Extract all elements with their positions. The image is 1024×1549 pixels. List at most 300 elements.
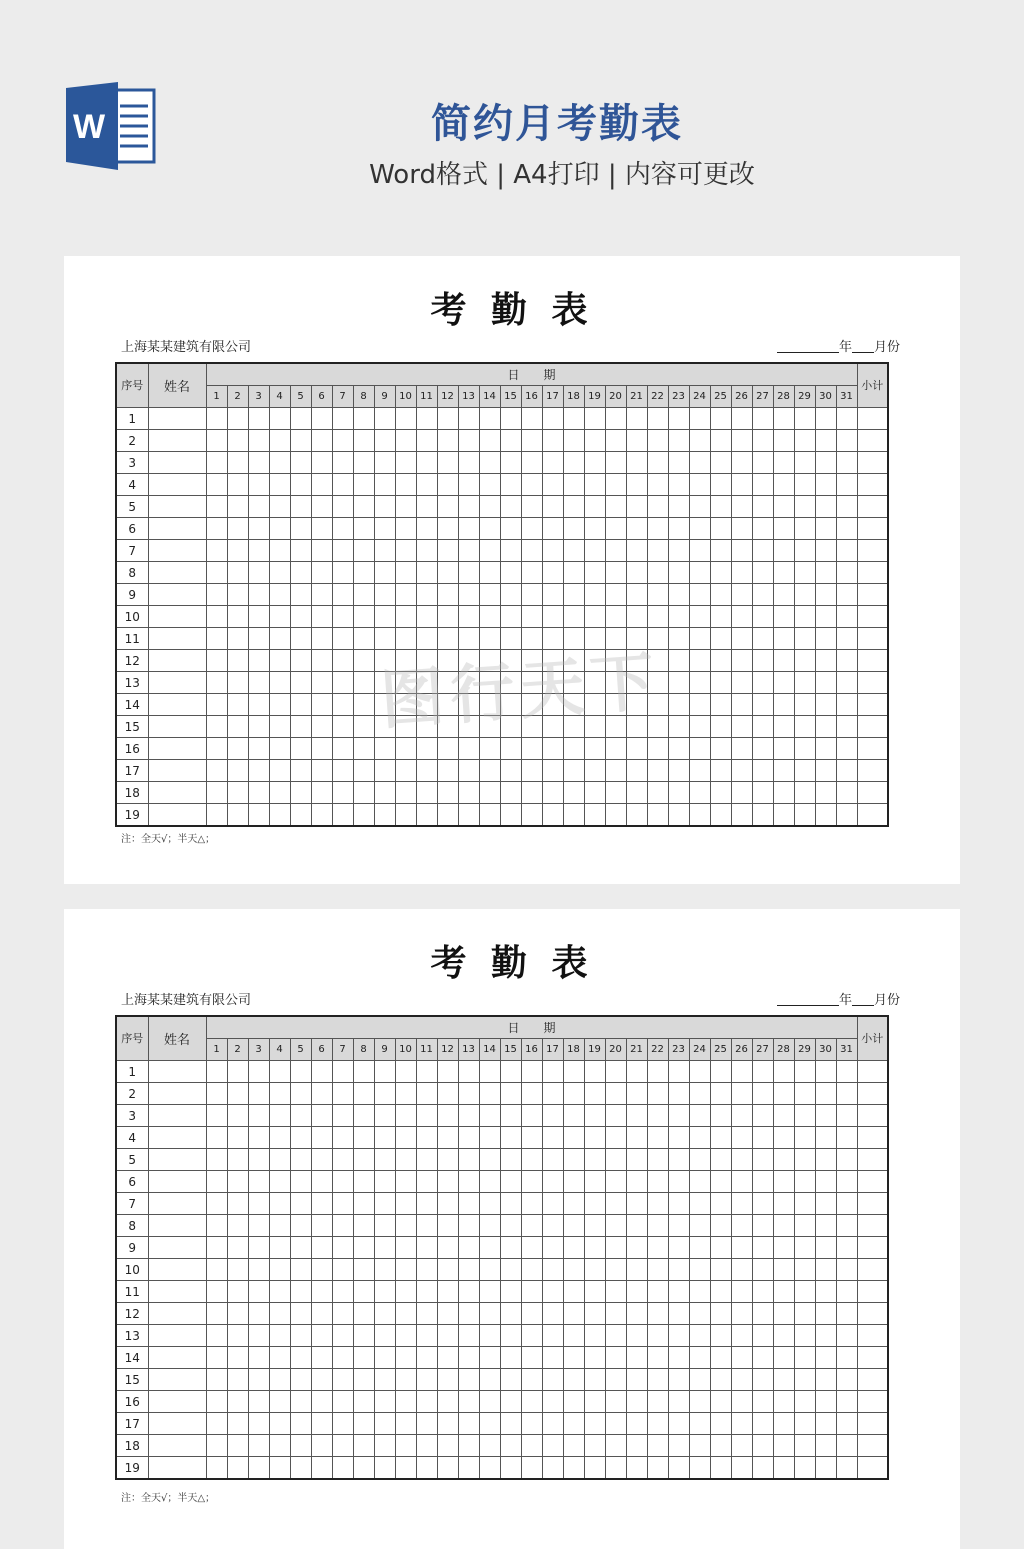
attendance-cell[interactable]	[311, 1413, 332, 1435]
attendance-cell[interactable]	[248, 518, 269, 540]
attendance-cell[interactable]	[395, 1105, 416, 1127]
attendance-cell[interactable]	[500, 518, 521, 540]
attendance-cell[interactable]	[479, 1171, 500, 1193]
attendance-cell[interactable]	[206, 1281, 227, 1303]
attendance-cell[interactable]	[353, 738, 374, 760]
attendance-cell[interactable]	[563, 1149, 584, 1171]
attendance-cell[interactable]	[584, 760, 605, 782]
attendance-cell[interactable]	[290, 496, 311, 518]
attendance-cell[interactable]	[626, 1413, 647, 1435]
subtotal-cell[interactable]	[857, 584, 888, 606]
attendance-cell[interactable]	[563, 628, 584, 650]
attendance-cell[interactable]	[710, 606, 731, 628]
attendance-cell[interactable]	[479, 672, 500, 694]
attendance-cell[interactable]	[311, 738, 332, 760]
attendance-cell[interactable]	[542, 430, 563, 452]
attendance-cell[interactable]	[500, 1171, 521, 1193]
attendance-cell[interactable]	[836, 650, 857, 672]
subtotal-cell[interactable]	[857, 518, 888, 540]
attendance-cell[interactable]	[815, 562, 836, 584]
attendance-cell[interactable]	[374, 1259, 395, 1281]
attendance-cell[interactable]	[416, 760, 437, 782]
attendance-cell[interactable]	[689, 1237, 710, 1259]
attendance-cell[interactable]	[374, 430, 395, 452]
attendance-cell[interactable]	[269, 782, 290, 804]
attendance-cell[interactable]	[479, 716, 500, 738]
attendance-cell[interactable]	[353, 496, 374, 518]
attendance-cell[interactable]	[479, 496, 500, 518]
attendance-cell[interactable]	[458, 1325, 479, 1347]
name-cell[interactable]	[148, 474, 206, 496]
attendance-cell[interactable]	[374, 408, 395, 430]
attendance-cell[interactable]	[395, 1083, 416, 1105]
attendance-cell[interactable]	[332, 1435, 353, 1457]
attendance-cell[interactable]	[290, 1413, 311, 1435]
attendance-cell[interactable]	[311, 1237, 332, 1259]
attendance-cell[interactable]	[815, 1171, 836, 1193]
attendance-cell[interactable]	[836, 1413, 857, 1435]
attendance-cell[interactable]	[500, 1457, 521, 1480]
attendance-cell[interactable]	[773, 430, 794, 452]
attendance-cell[interactable]	[416, 1237, 437, 1259]
attendance-cell[interactable]	[689, 1127, 710, 1149]
attendance-cell[interactable]	[731, 1259, 752, 1281]
attendance-cell[interactable]	[269, 1105, 290, 1127]
attendance-cell[interactable]	[626, 628, 647, 650]
attendance-cell[interactable]	[689, 430, 710, 452]
attendance-cell[interactable]	[374, 496, 395, 518]
attendance-cell[interactable]	[626, 496, 647, 518]
attendance-cell[interactable]	[395, 1259, 416, 1281]
name-cell[interactable]	[148, 1281, 206, 1303]
attendance-cell[interactable]	[479, 540, 500, 562]
attendance-cell[interactable]	[773, 1193, 794, 1215]
attendance-cell[interactable]	[458, 1215, 479, 1237]
attendance-cell[interactable]	[437, 1369, 458, 1391]
attendance-cell[interactable]	[626, 1281, 647, 1303]
attendance-cell[interactable]	[647, 1457, 668, 1480]
attendance-cell[interactable]	[542, 1171, 563, 1193]
attendance-cell[interactable]	[668, 1171, 689, 1193]
attendance-cell[interactable]	[479, 1457, 500, 1480]
attendance-cell[interactable]	[731, 496, 752, 518]
attendance-cell[interactable]	[752, 518, 773, 540]
name-cell[interactable]	[148, 1127, 206, 1149]
attendance-cell[interactable]	[626, 452, 647, 474]
attendance-cell[interactable]	[227, 1457, 248, 1480]
attendance-cell[interactable]	[416, 518, 437, 540]
attendance-cell[interactable]	[563, 430, 584, 452]
attendance-cell[interactable]	[773, 1435, 794, 1457]
attendance-cell[interactable]	[605, 1281, 626, 1303]
attendance-cell[interactable]	[248, 1193, 269, 1215]
attendance-cell[interactable]	[353, 1435, 374, 1457]
attendance-cell[interactable]	[227, 804, 248, 827]
attendance-cell[interactable]	[752, 1083, 773, 1105]
attendance-cell[interactable]	[269, 1127, 290, 1149]
attendance-cell[interactable]	[815, 1391, 836, 1413]
attendance-cell[interactable]	[647, 628, 668, 650]
attendance-cell[interactable]	[668, 1303, 689, 1325]
attendance-cell[interactable]	[206, 1127, 227, 1149]
attendance-cell[interactable]	[563, 474, 584, 496]
attendance-cell[interactable]	[395, 716, 416, 738]
attendance-cell[interactable]	[794, 1193, 815, 1215]
attendance-cell[interactable]	[437, 760, 458, 782]
attendance-cell[interactable]	[773, 1171, 794, 1193]
attendance-cell[interactable]	[563, 650, 584, 672]
attendance-cell[interactable]	[647, 584, 668, 606]
attendance-cell[interactable]	[521, 1105, 542, 1127]
attendance-cell[interactable]	[311, 694, 332, 716]
attendance-cell[interactable]	[731, 1193, 752, 1215]
attendance-cell[interactable]	[311, 474, 332, 496]
attendance-cell[interactable]	[374, 584, 395, 606]
attendance-cell[interactable]	[479, 1303, 500, 1325]
attendance-cell[interactable]	[416, 1259, 437, 1281]
attendance-cell[interactable]	[374, 1369, 395, 1391]
attendance-cell[interactable]	[311, 760, 332, 782]
attendance-cell[interactable]	[458, 1193, 479, 1215]
attendance-cell[interactable]	[332, 738, 353, 760]
attendance-cell[interactable]	[479, 1391, 500, 1413]
attendance-cell[interactable]	[647, 606, 668, 628]
attendance-cell[interactable]	[563, 1237, 584, 1259]
attendance-cell[interactable]	[353, 1303, 374, 1325]
attendance-cell[interactable]	[416, 1215, 437, 1237]
attendance-cell[interactable]	[521, 430, 542, 452]
attendance-cell[interactable]	[626, 518, 647, 540]
attendance-cell[interactable]	[773, 1127, 794, 1149]
attendance-cell[interactable]	[584, 474, 605, 496]
subtotal-cell[interactable]	[857, 1237, 888, 1259]
attendance-cell[interactable]	[605, 540, 626, 562]
attendance-cell[interactable]	[416, 606, 437, 628]
attendance-cell[interactable]	[626, 1171, 647, 1193]
attendance-cell[interactable]	[395, 1369, 416, 1391]
attendance-cell[interactable]	[479, 430, 500, 452]
attendance-cell[interactable]	[374, 716, 395, 738]
attendance-cell[interactable]	[521, 628, 542, 650]
attendance-cell[interactable]	[458, 584, 479, 606]
attendance-cell[interactable]	[269, 650, 290, 672]
attendance-cell[interactable]	[353, 1127, 374, 1149]
attendance-cell[interactable]	[584, 628, 605, 650]
attendance-cell[interactable]	[395, 1281, 416, 1303]
attendance-cell[interactable]	[605, 1413, 626, 1435]
attendance-cell[interactable]	[353, 1281, 374, 1303]
attendance-cell[interactable]	[290, 1171, 311, 1193]
attendance-cell[interactable]	[290, 716, 311, 738]
attendance-cell[interactable]	[584, 1193, 605, 1215]
attendance-cell[interactable]	[563, 1325, 584, 1347]
attendance-cell[interactable]	[836, 1457, 857, 1480]
attendance-cell[interactable]	[773, 1413, 794, 1435]
attendance-cell[interactable]	[206, 804, 227, 827]
attendance-cell[interactable]	[521, 650, 542, 672]
attendance-cell[interactable]	[794, 1391, 815, 1413]
attendance-cell[interactable]	[668, 1105, 689, 1127]
attendance-cell[interactable]	[773, 804, 794, 827]
attendance-cell[interactable]	[437, 430, 458, 452]
attendance-cell[interactable]	[311, 628, 332, 650]
attendance-cell[interactable]	[563, 1435, 584, 1457]
attendance-cell[interactable]	[437, 782, 458, 804]
attendance-cell[interactable]	[542, 1127, 563, 1149]
subtotal-cell[interactable]	[857, 1061, 888, 1083]
attendance-cell[interactable]	[521, 1149, 542, 1171]
attendance-cell[interactable]	[374, 1325, 395, 1347]
attendance-cell[interactable]	[752, 760, 773, 782]
attendance-cell[interactable]	[458, 1303, 479, 1325]
attendance-cell[interactable]	[563, 1215, 584, 1237]
attendance-cell[interactable]	[395, 738, 416, 760]
attendance-cell[interactable]	[311, 1391, 332, 1413]
attendance-cell[interactable]	[227, 1171, 248, 1193]
attendance-cell[interactable]	[332, 760, 353, 782]
attendance-cell[interactable]	[311, 1457, 332, 1480]
attendance-cell[interactable]	[374, 540, 395, 562]
attendance-cell[interactable]	[500, 540, 521, 562]
attendance-cell[interactable]	[269, 760, 290, 782]
attendance-cell[interactable]	[689, 782, 710, 804]
attendance-cell[interactable]	[647, 1149, 668, 1171]
attendance-cell[interactable]	[647, 1391, 668, 1413]
attendance-cell[interactable]	[416, 1303, 437, 1325]
attendance-cell[interactable]	[479, 1435, 500, 1457]
attendance-cell[interactable]	[731, 540, 752, 562]
attendance-cell[interactable]	[542, 408, 563, 430]
attendance-cell[interactable]	[815, 782, 836, 804]
attendance-cell[interactable]	[437, 1391, 458, 1413]
attendance-cell[interactable]	[668, 1061, 689, 1083]
attendance-cell[interactable]	[395, 540, 416, 562]
attendance-cell[interactable]	[647, 474, 668, 496]
attendance-cell[interactable]	[815, 694, 836, 716]
attendance-cell[interactable]	[794, 1325, 815, 1347]
attendance-cell[interactable]	[710, 1325, 731, 1347]
year-blank[interactable]	[777, 993, 839, 1006]
attendance-cell[interactable]	[353, 1259, 374, 1281]
attendance-cell[interactable]	[689, 1347, 710, 1369]
attendance-cell[interactable]	[206, 1149, 227, 1171]
attendance-cell[interactable]	[290, 540, 311, 562]
attendance-cell[interactable]	[794, 606, 815, 628]
attendance-cell[interactable]	[605, 1435, 626, 1457]
attendance-cell[interactable]	[479, 738, 500, 760]
attendance-cell[interactable]	[647, 1413, 668, 1435]
attendance-cell[interactable]	[437, 496, 458, 518]
attendance-cell[interactable]	[332, 1061, 353, 1083]
attendance-cell[interactable]	[647, 1193, 668, 1215]
name-cell[interactable]	[148, 1303, 206, 1325]
attendance-cell[interactable]	[521, 1259, 542, 1281]
attendance-cell[interactable]	[500, 760, 521, 782]
attendance-cell[interactable]	[794, 694, 815, 716]
attendance-cell[interactable]	[353, 606, 374, 628]
attendance-cell[interactable]	[500, 496, 521, 518]
attendance-cell[interactable]	[290, 518, 311, 540]
attendance-cell[interactable]	[227, 1215, 248, 1237]
attendance-cell[interactable]	[227, 1325, 248, 1347]
attendance-cell[interactable]	[584, 518, 605, 540]
attendance-cell[interactable]	[521, 562, 542, 584]
attendance-cell[interactable]	[773, 1281, 794, 1303]
attendance-cell[interactable]	[647, 738, 668, 760]
attendance-cell[interactable]	[269, 1347, 290, 1369]
attendance-cell[interactable]	[206, 760, 227, 782]
attendance-cell[interactable]	[269, 518, 290, 540]
attendance-cell[interactable]	[206, 782, 227, 804]
attendance-cell[interactable]	[227, 694, 248, 716]
attendance-cell[interactable]	[773, 452, 794, 474]
attendance-cell[interactable]	[626, 782, 647, 804]
attendance-cell[interactable]	[542, 540, 563, 562]
subtotal-cell[interactable]	[857, 1457, 888, 1480]
attendance-cell[interactable]	[395, 1149, 416, 1171]
attendance-cell[interactable]	[458, 474, 479, 496]
attendance-cell[interactable]	[521, 408, 542, 430]
attendance-cell[interactable]	[542, 804, 563, 827]
attendance-cell[interactable]	[794, 782, 815, 804]
attendance-cell[interactable]	[563, 1083, 584, 1105]
attendance-cell[interactable]	[437, 1171, 458, 1193]
attendance-cell[interactable]	[689, 562, 710, 584]
attendance-cell[interactable]	[458, 606, 479, 628]
attendance-cell[interactable]	[710, 1105, 731, 1127]
attendance-cell[interactable]	[710, 738, 731, 760]
attendance-cell[interactable]	[395, 1457, 416, 1480]
attendance-cell[interactable]	[479, 628, 500, 650]
attendance-cell[interactable]	[479, 518, 500, 540]
attendance-cell[interactable]	[353, 716, 374, 738]
attendance-cell[interactable]	[479, 606, 500, 628]
attendance-cell[interactable]	[605, 430, 626, 452]
attendance-cell[interactable]	[584, 540, 605, 562]
attendance-cell[interactable]	[500, 1127, 521, 1149]
attendance-cell[interactable]	[479, 804, 500, 827]
attendance-cell[interactable]	[563, 1061, 584, 1083]
attendance-cell[interactable]	[248, 694, 269, 716]
attendance-cell[interactable]	[647, 804, 668, 827]
attendance-cell[interactable]	[332, 1215, 353, 1237]
attendance-cell[interactable]	[248, 716, 269, 738]
attendance-cell[interactable]	[332, 1413, 353, 1435]
attendance-cell[interactable]	[395, 606, 416, 628]
attendance-cell[interactable]	[353, 1413, 374, 1435]
attendance-cell[interactable]	[437, 650, 458, 672]
attendance-cell[interactable]	[605, 1215, 626, 1237]
attendance-cell[interactable]	[626, 430, 647, 452]
attendance-cell[interactable]	[521, 496, 542, 518]
attendance-cell[interactable]	[752, 540, 773, 562]
attendance-cell[interactable]	[416, 1061, 437, 1083]
attendance-cell[interactable]	[416, 1369, 437, 1391]
name-cell[interactable]	[148, 408, 206, 430]
attendance-cell[interactable]	[584, 562, 605, 584]
attendance-cell[interactable]	[815, 1281, 836, 1303]
attendance-cell[interactable]	[521, 474, 542, 496]
attendance-cell[interactable]	[794, 1457, 815, 1480]
attendance-cell[interactable]	[815, 1347, 836, 1369]
attendance-cell[interactable]	[458, 672, 479, 694]
attendance-cell[interactable]	[710, 1347, 731, 1369]
attendance-cell[interactable]	[437, 1325, 458, 1347]
attendance-cell[interactable]	[794, 760, 815, 782]
attendance-cell[interactable]	[437, 518, 458, 540]
attendance-cell[interactable]	[227, 1193, 248, 1215]
attendance-cell[interactable]	[227, 496, 248, 518]
attendance-cell[interactable]	[563, 1171, 584, 1193]
attendance-cell[interactable]	[374, 562, 395, 584]
attendance-cell[interactable]	[458, 1061, 479, 1083]
attendance-cell[interactable]	[248, 496, 269, 518]
attendance-cell[interactable]	[500, 1325, 521, 1347]
attendance-cell[interactable]	[731, 1237, 752, 1259]
attendance-cell[interactable]	[269, 474, 290, 496]
attendance-cell[interactable]	[584, 1061, 605, 1083]
attendance-cell[interactable]	[710, 628, 731, 650]
attendance-cell[interactable]	[521, 1303, 542, 1325]
attendance-cell[interactable]	[689, 1435, 710, 1457]
attendance-cell[interactable]	[227, 1127, 248, 1149]
attendance-cell[interactable]	[290, 1281, 311, 1303]
attendance-cell[interactable]	[731, 738, 752, 760]
attendance-cell[interactable]	[521, 1457, 542, 1480]
attendance-cell[interactable]	[395, 430, 416, 452]
attendance-cell[interactable]	[584, 606, 605, 628]
attendance-cell[interactable]	[248, 1149, 269, 1171]
name-cell[interactable]	[148, 1105, 206, 1127]
attendance-cell[interactable]	[689, 408, 710, 430]
attendance-cell[interactable]	[731, 760, 752, 782]
attendance-cell[interactable]	[689, 1061, 710, 1083]
attendance-cell[interactable]	[710, 1259, 731, 1281]
attendance-cell[interactable]	[752, 1127, 773, 1149]
attendance-cell[interactable]	[773, 474, 794, 496]
attendance-cell[interactable]	[815, 452, 836, 474]
attendance-cell[interactable]	[290, 562, 311, 584]
attendance-cell[interactable]	[647, 430, 668, 452]
attendance-cell[interactable]	[521, 1083, 542, 1105]
attendance-cell[interactable]	[836, 1193, 857, 1215]
attendance-cell[interactable]	[710, 474, 731, 496]
attendance-cell[interactable]	[374, 1061, 395, 1083]
attendance-cell[interactable]	[584, 1083, 605, 1105]
attendance-cell[interactable]	[458, 1457, 479, 1480]
attendance-cell[interactable]	[647, 1325, 668, 1347]
attendance-cell[interactable]	[521, 518, 542, 540]
subtotal-cell[interactable]	[857, 452, 888, 474]
attendance-cell[interactable]	[290, 1105, 311, 1127]
attendance-cell[interactable]	[542, 1105, 563, 1127]
attendance-cell[interactable]	[563, 738, 584, 760]
attendance-cell[interactable]	[752, 1435, 773, 1457]
attendance-cell[interactable]	[542, 606, 563, 628]
attendance-cell[interactable]	[752, 430, 773, 452]
attendance-cell[interactable]	[521, 540, 542, 562]
attendance-cell[interactable]	[353, 562, 374, 584]
attendance-cell[interactable]	[563, 1127, 584, 1149]
attendance-cell[interactable]	[731, 562, 752, 584]
attendance-cell[interactable]	[542, 1193, 563, 1215]
attendance-cell[interactable]	[668, 738, 689, 760]
attendance-cell[interactable]	[731, 782, 752, 804]
attendance-cell[interactable]	[374, 1457, 395, 1480]
attendance-cell[interactable]	[206, 1083, 227, 1105]
attendance-cell[interactable]	[668, 562, 689, 584]
attendance-cell[interactable]	[605, 1237, 626, 1259]
